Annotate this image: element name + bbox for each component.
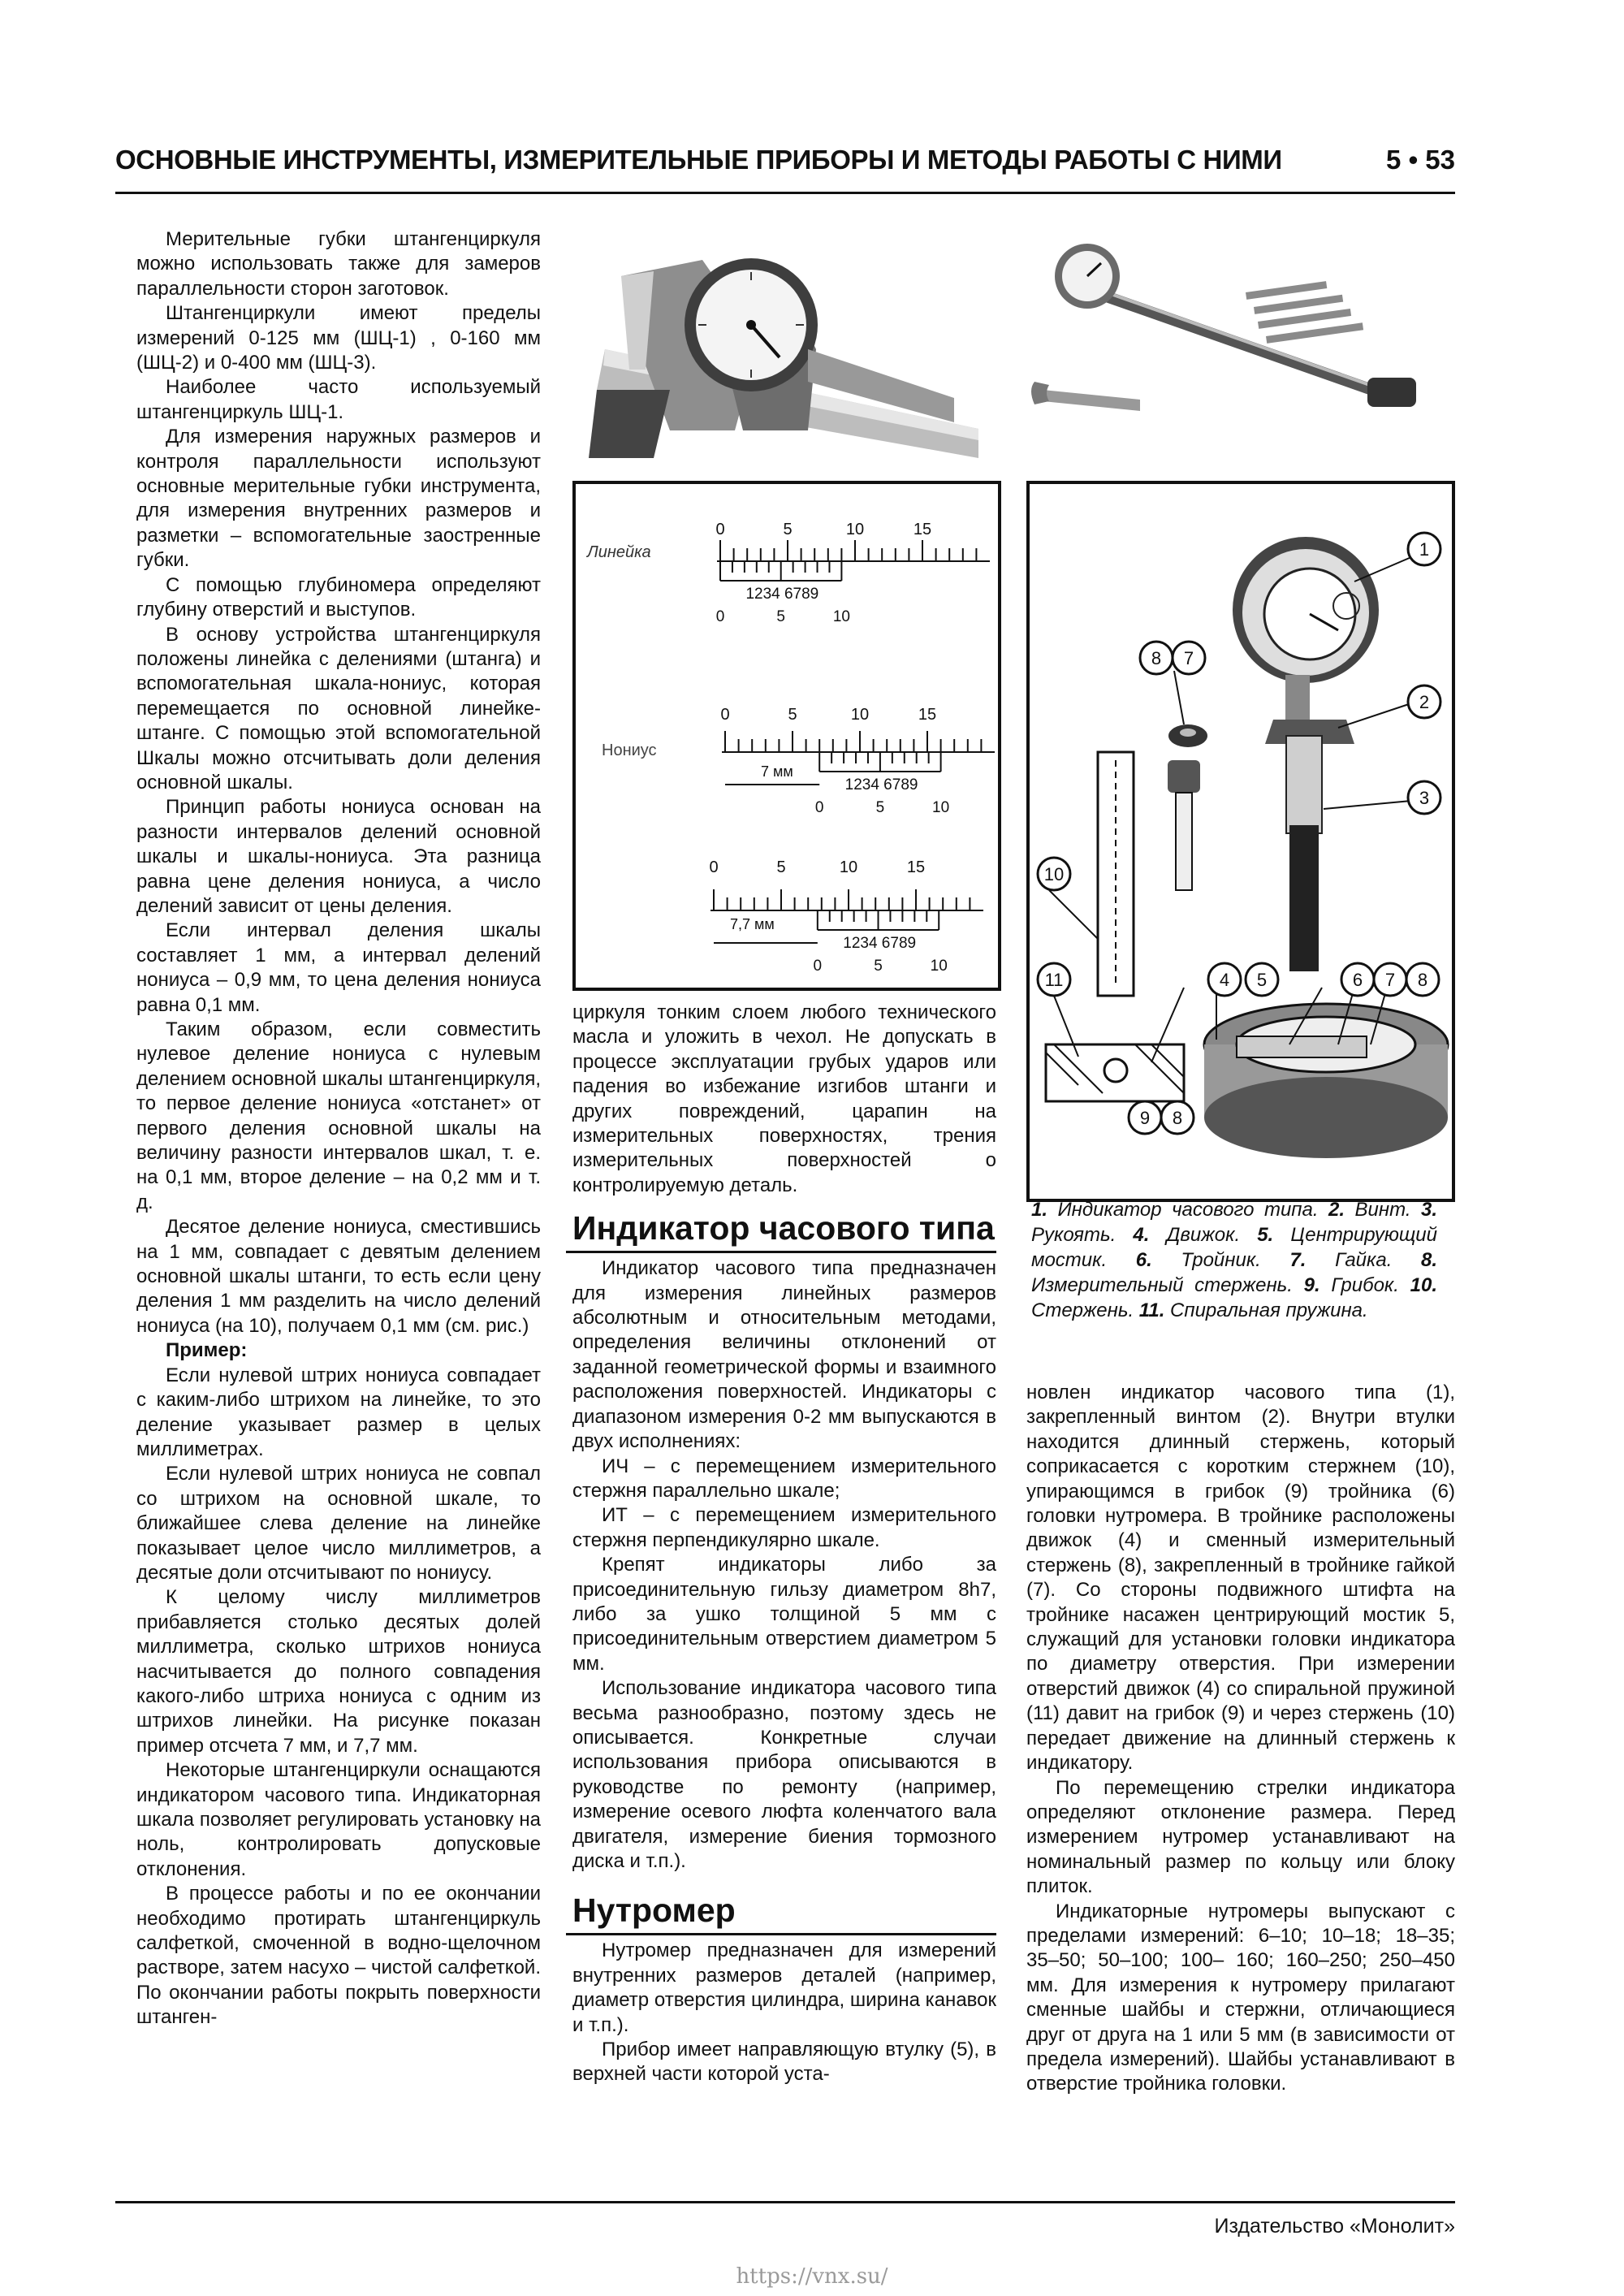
paragraph: Наиболее часто используемый штангенциркуль ШЦ-1. (136, 376, 541, 423)
bore-gauge-caption (1031, 1197, 1437, 1323)
vernier-scale-label: 10 (930, 958, 948, 975)
cap-n3: 3. (1421, 1199, 1438, 1221)
header-title: ОСНОВНЫЕ ИНСТРУМЕНТЫ, ИЗМЕРИТЕЛЬНЫЕ ПРИБОРЫ И МЕТОДЫ РАБОТЫ С НИМИ (115, 145, 1282, 175)
page-number: 5 • 53 (1386, 145, 1455, 175)
cap-n10: 10. (1410, 1274, 1437, 1296)
vernier-scale-label: 10 (832, 608, 850, 625)
vernier-figure (572, 481, 1001, 991)
cap-n11: 11. (1138, 1299, 1165, 1321)
cap-t3: Рукоять. (1031, 1224, 1134, 1246)
bore-gauge-diagram (1030, 484, 1452, 1199)
callout-number: 6 (1352, 970, 1363, 990)
main-scale-label: 5 (776, 858, 786, 876)
text-column-1 (136, 227, 541, 2030)
vernier-digits: 1234 6789 (745, 586, 819, 603)
bore-gauge-figure (1026, 481, 1455, 1202)
paragraph: ИЧ – с перемещением измерительного стержня параллельно шкале; (572, 1455, 996, 1502)
main-scale-label: 15 (918, 706, 937, 724)
cap-t11: Спиральная пружина. (1164, 1299, 1368, 1321)
cap-n9: 9. (1303, 1274, 1320, 1296)
main-scale-label: 10 (845, 521, 865, 538)
cap-n6: 6. (1135, 1249, 1152, 1271)
section-heading-bore-gauge (572, 1890, 996, 1931)
paragraph: По перемещению стрелки индикатора определяют отклонение размера. Перед измерением нутромер устанавливают на номинальный размер по кольцу или блоку плиток. (1026, 1776, 1455, 1898)
vernier-digits: 1234 6789 (844, 776, 918, 793)
running-header (115, 145, 1455, 182)
reading-7-7mm: 7,7 мм (730, 916, 775, 932)
callout-number: 8 (1172, 1108, 1183, 1128)
caliper-photo-drawing (572, 227, 1001, 458)
paragraph: Индикаторные нутромеры выпускают с пределами измерений: 6–10; 10–18; 18–35; 35–50; 50–100; 100– 160; 160–250; 250–450 мм. Для измерения к нутромеру прилагают сменные шайбы и стержни, отличающиеся друг от друга на 1 или 5 мм (в зависимости от предела измерений). Шайбы устанавливают в отверстие тройника головки. (1026, 1900, 1455, 2095)
cap-t9: Грибок. (1320, 1274, 1410, 1296)
paragraph: Использование индикатора часового типа весьма разнообразно, поэтому здесь не описывается. Конкретные случаи использования прибора описываются в руководстве по ремонту (например, измерение осевого люфта коленчатого вала двигателя, измерение биения тормозного диска и т.п.). (572, 1677, 996, 1872)
header-rule (115, 192, 1455, 194)
main-scale-label: 0 (715, 521, 725, 538)
callout-number: 3 (1419, 788, 1430, 808)
section-heading-indicator (572, 1208, 996, 1248)
cap-t2: Винт. (1345, 1199, 1421, 1221)
cap-n4: 4. (1133, 1224, 1150, 1246)
cap-n1: 1. (1031, 1199, 1048, 1221)
callout-number: 8 (1151, 648, 1162, 668)
paragraph: Некоторые штангенциркули оснащаются индикатором часового типа. Индикаторная шкала позволяет регулировать установку на ноль, контролировать допусковые отклонения. (136, 1759, 541, 1880)
paragraph: новлен индикатор часового типа (1), закрепленный винтом (2). Внутри втулки находится длинный стержень, который соприкасается с коротким стержнем (10), упирающимся в грибок (9) тройника (6) головки нутромера. В тройнике расположены движок (4) и сменный измерительный стержень (8), закрепленный в тройнике гайкой (7). Со стороны подвижного штифта на тройнике насажен центрирующий мостик 5, служащий для установки головки индикатора по диаметру отверстия. При измерении отверстий движок (4) со спиральной пружиной (11) давит на грибок (9) и через стержень (10) передает движение на длинный стержень к индикатору. (1026, 1381, 1455, 1775)
callout-number: 7 (1183, 648, 1194, 668)
vernier-scale-label: 0 (814, 799, 824, 816)
paragraph: Десятое деление нониуса, сместившись на 1 мм, совпадает с девятым делением основной шкалы штанги, то есть если цену деления 1 мм разделить на число делений нониуса (на 10), получаем 0,1 мм (см. рис.) (136, 1216, 541, 1337)
main-scale-label: 15 (906, 858, 926, 876)
vernier-scale-label: 0 (813, 958, 823, 975)
footer-rule (115, 2201, 1455, 2203)
vernier-label: Нониус (602, 742, 657, 759)
cap-n8: 8. (1421, 1249, 1438, 1271)
vernier-scale-label: 10 (932, 799, 950, 816)
callout-number: 5 (1256, 970, 1268, 990)
heading-rule (566, 1933, 996, 1935)
paragraph: ИТ – с перемещением измерительного стержня перпендикулярно шкале. (572, 1504, 996, 1551)
callout-number: 11 (1044, 970, 1064, 990)
paragraph: Для измерения наружных размеров и контроля параллельности используют основные мерительные губки инструмента, для измерения внутренних размеров и разметки – вспомогательные заостренные губки. (136, 426, 541, 572)
paragraph: Прибор имеет направляющую втулку (5), в верхней части которой уста- (572, 2039, 996, 2086)
text-column-2 (572, 1001, 996, 2087)
cap-t5: Центрирующий мостик. (1031, 1224, 1437, 1271)
callout-number: 7 (1384, 970, 1396, 990)
ruler-label: Линейка (587, 543, 651, 561)
callout-number: 8 (1417, 970, 1428, 990)
vernier-scale-label: 0 (715, 608, 725, 625)
reading-7mm: 7 мм (761, 763, 793, 780)
cap-t10: Стержень. (1031, 1299, 1139, 1321)
paragraph: Если интервал деления шкалы составляет 1 мм, а интервал делений нониуса – 0,9 мм, то цена деления нониуса равна 0,1 мм. (136, 919, 541, 1016)
cap-t4: Движок. (1149, 1224, 1258, 1246)
paragraph: Если нулевой штрих нониуса совпадает с каким-либо штрихом на линейке, то это деление указывает размер в целых миллиметрах. (136, 1364, 541, 1460)
section-heading-text: Индикатор часового типа (572, 1209, 995, 1247)
paragraph: Крепят индикаторы либо за присоединительную гильзу диаметром 8h7, либо за ушко толщиной 5 мм с присоединительным отверстием диаметром 5 мм. (572, 1554, 996, 1675)
paragraph: циркуля тонким слоем любого технического масла и уложить в чехол. Не допускать в процессе эксплуатации грубых ударов или падения во избежание изгибов штанги и других повреждений, царапин на измерительных поверхностях, трения измерительных поверхностей о контролируемую деталь. (572, 1001, 996, 1196)
cap-n7: 7. (1289, 1249, 1307, 1271)
vernier-scale-label: 5 (874, 958, 883, 975)
paragraph: В основу устройства штангенциркуля положены линейка с делениями (штанга) и вспомогательная шкала-нониус, которая перемещается по основной линейке-штанге. С помощью этой вспомогательной Шкалы можно отсчитывать доли деления основной шкалы. (136, 623, 541, 793)
paragraph: Индикатор часового типа предназначен для измерения линейных размеров абсолютным и относительным методами, определения величины отклонений от заданной геометрической формы и взаимного расположения поверхностей. Индикаторы с диапазоном измерения 0-2 мм выпускаются в двух исполнениях: (572, 1257, 996, 1453)
callout-number: 2 (1419, 692, 1430, 712)
watermark: https://vnx.su/ (736, 2264, 888, 2289)
heading-rule (566, 1251, 996, 1253)
cap-t7: Гайка. (1306, 1249, 1421, 1271)
main-scale-label: 5 (788, 706, 797, 724)
paragraph: Если нулевой штрих нониуса не совпал со штрихом на основной шкале, то ближайшее слева деление на линейке показывает целое число миллиметров, а десятые доли отсчитывают по нониусу. (136, 1463, 541, 1584)
main-scale-label: 15 (913, 521, 932, 538)
bore-gauge-photo (1026, 227, 1455, 458)
section-heading-text: Нутромер (572, 1892, 736, 1930)
main-scale-label: 10 (839, 858, 858, 876)
main-scale-label: 10 (850, 706, 870, 724)
paragraph: Таким образом, если совместить нулевое деление нониуса с нулевым делением основной шкалы штангенциркуля, то первое деление нониуса «отстанет» от первого деления основной шкалы на величину разности интервалов шкал, т. е. на 0,1 мм, второе деление – на 0,2 мм и т. д. (136, 1018, 541, 1213)
caliper-photo (572, 227, 1001, 458)
vernier-diagram (576, 484, 998, 988)
paragraph: К целому числу миллиметров прибавляется столько десятых долей миллиметра, сколько штрихов нониуса насчитывается до полного совпадения какого-либо штриха нониуса с одним из штрихов линейки. На рисунке показан пример отсчета 7 мм, и 7,7 мм. (136, 1586, 541, 1757)
vernier-scale-label: 5 (875, 799, 885, 816)
text-column-3 (1026, 1381, 1455, 2097)
bore-gauge-photo-drawing (1026, 227, 1455, 458)
callout-number: 1 (1419, 539, 1430, 560)
cap-n5: 5. (1257, 1224, 1274, 1246)
callout-number: 10 (1043, 864, 1065, 884)
cap-t6: Тройник. (1151, 1249, 1290, 1271)
vernier-scale-label: 5 (776, 608, 785, 625)
callout-number: 9 (1139, 1108, 1151, 1128)
vernier-digits: 1234 6789 (843, 935, 917, 952)
cap-n2: 2. (1328, 1199, 1345, 1221)
cap-t8: Измерительный стержень. (1031, 1274, 1304, 1296)
paragraph: Штангенциркули имеют пределы измерений 0-125 мм (ШЦ-1) , 0-160 мм (ШЦ-2) и 0-400 мм (ШЦ-3). (136, 302, 541, 374)
paragraph: Принцип работы нониуса основан на разности интервалов делений основной шкалы и шкалы-нониуса. Эта разница равна цене деления нониуса, а число делений зависит от цены деления. (136, 796, 541, 917)
main-scale-label: 5 (783, 521, 793, 538)
main-scale-label: 0 (720, 706, 730, 724)
paragraph: С помощью глубиномера определяют глубину отверстий и выступов. (136, 573, 541, 621)
paragraph: Нутромер предназначен для измерений внутренних размеров деталей (например, диаметр отверстия цилиндра, ширина канавок и т.п.). (572, 1939, 996, 2036)
paragraph: В процессе работы и по ее окончании необходимо протирать штангенциркуль салфеткой, смоченной в водно-щелочном растворе, затем насухо – чистой салфеткой. По окончании работы покрыть поверхности штанген- (136, 1883, 541, 2029)
paragraph: Пример: (166, 1339, 248, 1362)
paragraph: Мерительные губки штангенциркуля можно использовать также для замеров параллельности сторон заготовок. (136, 228, 541, 300)
publisher-footer: Издательство «Монолит» (1214, 2215, 1455, 2238)
callout-number: 4 (1219, 970, 1230, 990)
main-scale-label: 0 (709, 858, 719, 876)
cap-t1: Индикатор часового типа. (1047, 1199, 1329, 1221)
